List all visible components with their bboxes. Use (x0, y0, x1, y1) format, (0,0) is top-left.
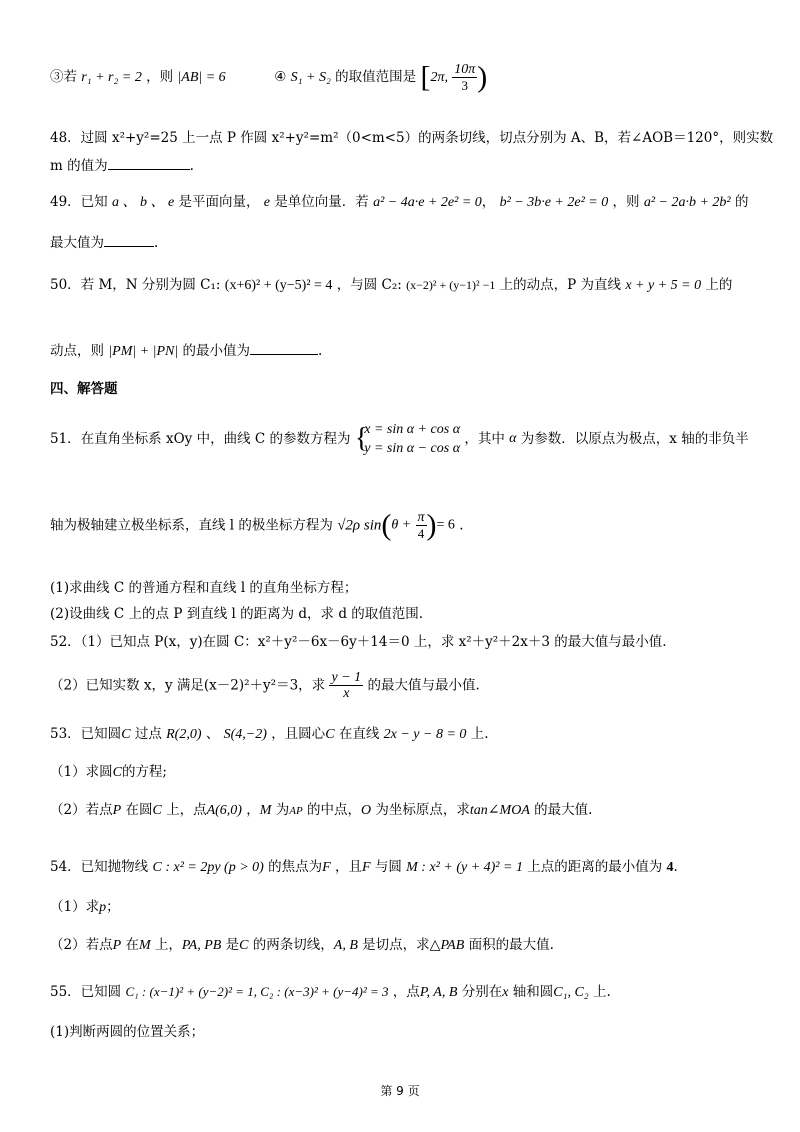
q48-answer-blank[interactable] (108, 155, 190, 170)
q54-line1: 54．已知抛物线 C : x² = 2py (p > 0) 的焦点为F ，且F 与圆 M : x² + (y + 4)² = 1 上点的距离的最小值为 4. (50, 859, 678, 875)
q50-c2: (x−2)² + (y−1)² −1 (406, 278, 496, 292)
q47-item3-prefix: ③若 (50, 69, 77, 85)
q49-vectors: a 、 b 、 e (111, 195, 175, 210)
q50-line2: 动点，则 |PM| + |PN| 的最小值为 . (50, 340, 322, 362)
q54-parabola: C : x² = 2py (p > 0) (152, 860, 264, 875)
q47-item3-result: |AB| = 6 (177, 70, 226, 85)
q54-sub1: （1）求p； (50, 899, 120, 915)
page-number: 第 9 页 (380, 1084, 420, 1098)
q54-sub2: （2）若点P 在M 上，PA, PB 是C 的两条切线，A, B 是切点，求△PAB 面积的最大值. (50, 937, 554, 953)
q50-c1: (x+6)² + (y−5)² = 4 (224, 278, 333, 293)
q53-point-s: S(4,−2) (223, 727, 267, 742)
q53-line: 2x − y − 8 = 0 (383, 727, 467, 742)
q47-item3-mid: ，则 (146, 69, 174, 85)
q49-target: a² − 2a·b + 2b² (643, 195, 731, 210)
q51-param-eqs: x = sin α + cos α y = sin α − cos α (364, 422, 461, 456)
q47-tail-line: ③若 r₁ + r₂ = 2 ，则 |AB| = 6 ④ S₁ + S₂ 的取值范围是 [2π, $\frac{10\pi}{3}$ ) (50, 60, 488, 94)
q51-polar-frac: $\frac{\pi}{4}$ (417, 510, 425, 541)
q47-item3-cond: r₁ + r₂ = 2 (81, 70, 142, 85)
q47-range-frac: $\frac{10\pi}{3}$ (454, 62, 476, 93)
q49-line2: 最大值为 . (50, 232, 158, 253)
q51-sub1: (1)求曲线 C 的普通方程和直线 l 的直角坐标方程； (50, 580, 358, 596)
q53-line1: 53．已知圆C 过点 R(2,0) 、 S(4,−2) ，且圆心C 在直线 2x − y − 8 = 0 上. (50, 726, 489, 742)
q48-line2: m 的值为 . (50, 155, 194, 176)
q50-answer-blank[interactable] (250, 340, 318, 355)
q47-item4-expr: S₁ + S₂ (290, 70, 331, 85)
q50-line: x + y + 5 = 0 (625, 278, 702, 293)
q55-sub1: (1)判断两圆的位置关系； (50, 1024, 205, 1040)
q54-circle: M : x² + (y + 4)² = 1 (406, 860, 523, 875)
q49-answer-blank[interactable] (104, 232, 154, 247)
q49-cond2: b² − 3b·e + 2e² = 0 (499, 195, 609, 210)
q54-triangle: △PAB (429, 938, 465, 953)
q52-line2: （2）已知实数 x，y 满足(x－2)²＋y²＝3，求 $\frac{y - 1}{x}$ 的最大值与最小值. (50, 670, 480, 701)
q52-frac: $\frac{y - 1}{x}$ (331, 670, 362, 701)
q51-sub2: (2)设曲线 C 上的点 P 到直线 l 的距离为 d，求 d 的取值范围. (50, 606, 424, 622)
q53-sub2: （2）若点P 在圆C 上，点A(6,0) ，M 为AP 的中点，O 为坐标原点，求tan∠MOA 的最大值. (50, 802, 593, 818)
q51-line1: 51．在直角坐标系 xOy 中，曲线 C 的参数方程为 { x = sin α + cos α y = sin α − cos α ，其中 α 为参数．以原点为极点，x 轴的非负半 (50, 422, 749, 456)
q53-point-r: R(2,0) (166, 727, 202, 742)
q52-line1: 52．（1）已知点 P(x，y)在圆 C：x²＋y²－6x－6y＋14＝0 上，求 x²＋y²＋2x＋3 的最大值与最小值. (50, 634, 667, 650)
q47-range-left: 2π, (430, 70, 448, 85)
q51-line2: 轴为极轴建立极坐标系，直线 l 的极坐标方程为 √2ρ sin(θ + $\frac{\pi}{4}$ )= 6 . (50, 508, 464, 542)
q48-line1: 48．过圆 x²+y²=25 上一点 P 作圆 x²+y²=m²（0<m<5）的两条切线，切点分别为 A、B，若∠AOB＝120°，则实数 (50, 130, 774, 146)
q55-line1: 55．已知圆 C₁ : (x−1)² + (y−2)² = 1, C₂ : (x−3)² + (y−4)² = 3 ，点P, A, B 分别在x 轴和圆C₁, C₂ 上. (50, 984, 611, 1000)
q50-expr: |PM| + |PN| (108, 344, 179, 359)
q47-item4-mid: 的取值范围是 (335, 69, 417, 85)
q53-sub1: （1）求圆C的方程; (50, 764, 167, 780)
q47-item4-prefix: ④ (274, 69, 287, 85)
q50-line1: 50．若 M，N 分别为圆 C₁: (x+6)² + (y−5)² = 4 ，与圆 C₂: (x−2)² + (y−1)² −1 上的动点，P 为直线 x + y + 5 = 0 上的 (50, 277, 733, 293)
q53-point-a: A(6,0) (206, 803, 242, 818)
q55-circles: C₁ : (x−1)² + (y−2)² = 1, C₂ : (x−3)² + (y−4)² = 3 (125, 984, 389, 999)
q49-cond1: a² − 4a·e + 2e² = 0 (373, 195, 482, 210)
q53-tan: tan∠MOA (469, 803, 530, 818)
q51-polar-left: √2ρ sin (337, 517, 382, 534)
q49-line1: 49．已知 a 、 b 、 e 是平面向量， e 是单位向量．若 a² − 4a·e + 2e² = 0， b² − 3b·e + 2e² = 0 ，则 a² − 2a·b + 2b² 的 (50, 194, 749, 210)
section-heading: 四、解答题 (50, 381, 118, 397)
